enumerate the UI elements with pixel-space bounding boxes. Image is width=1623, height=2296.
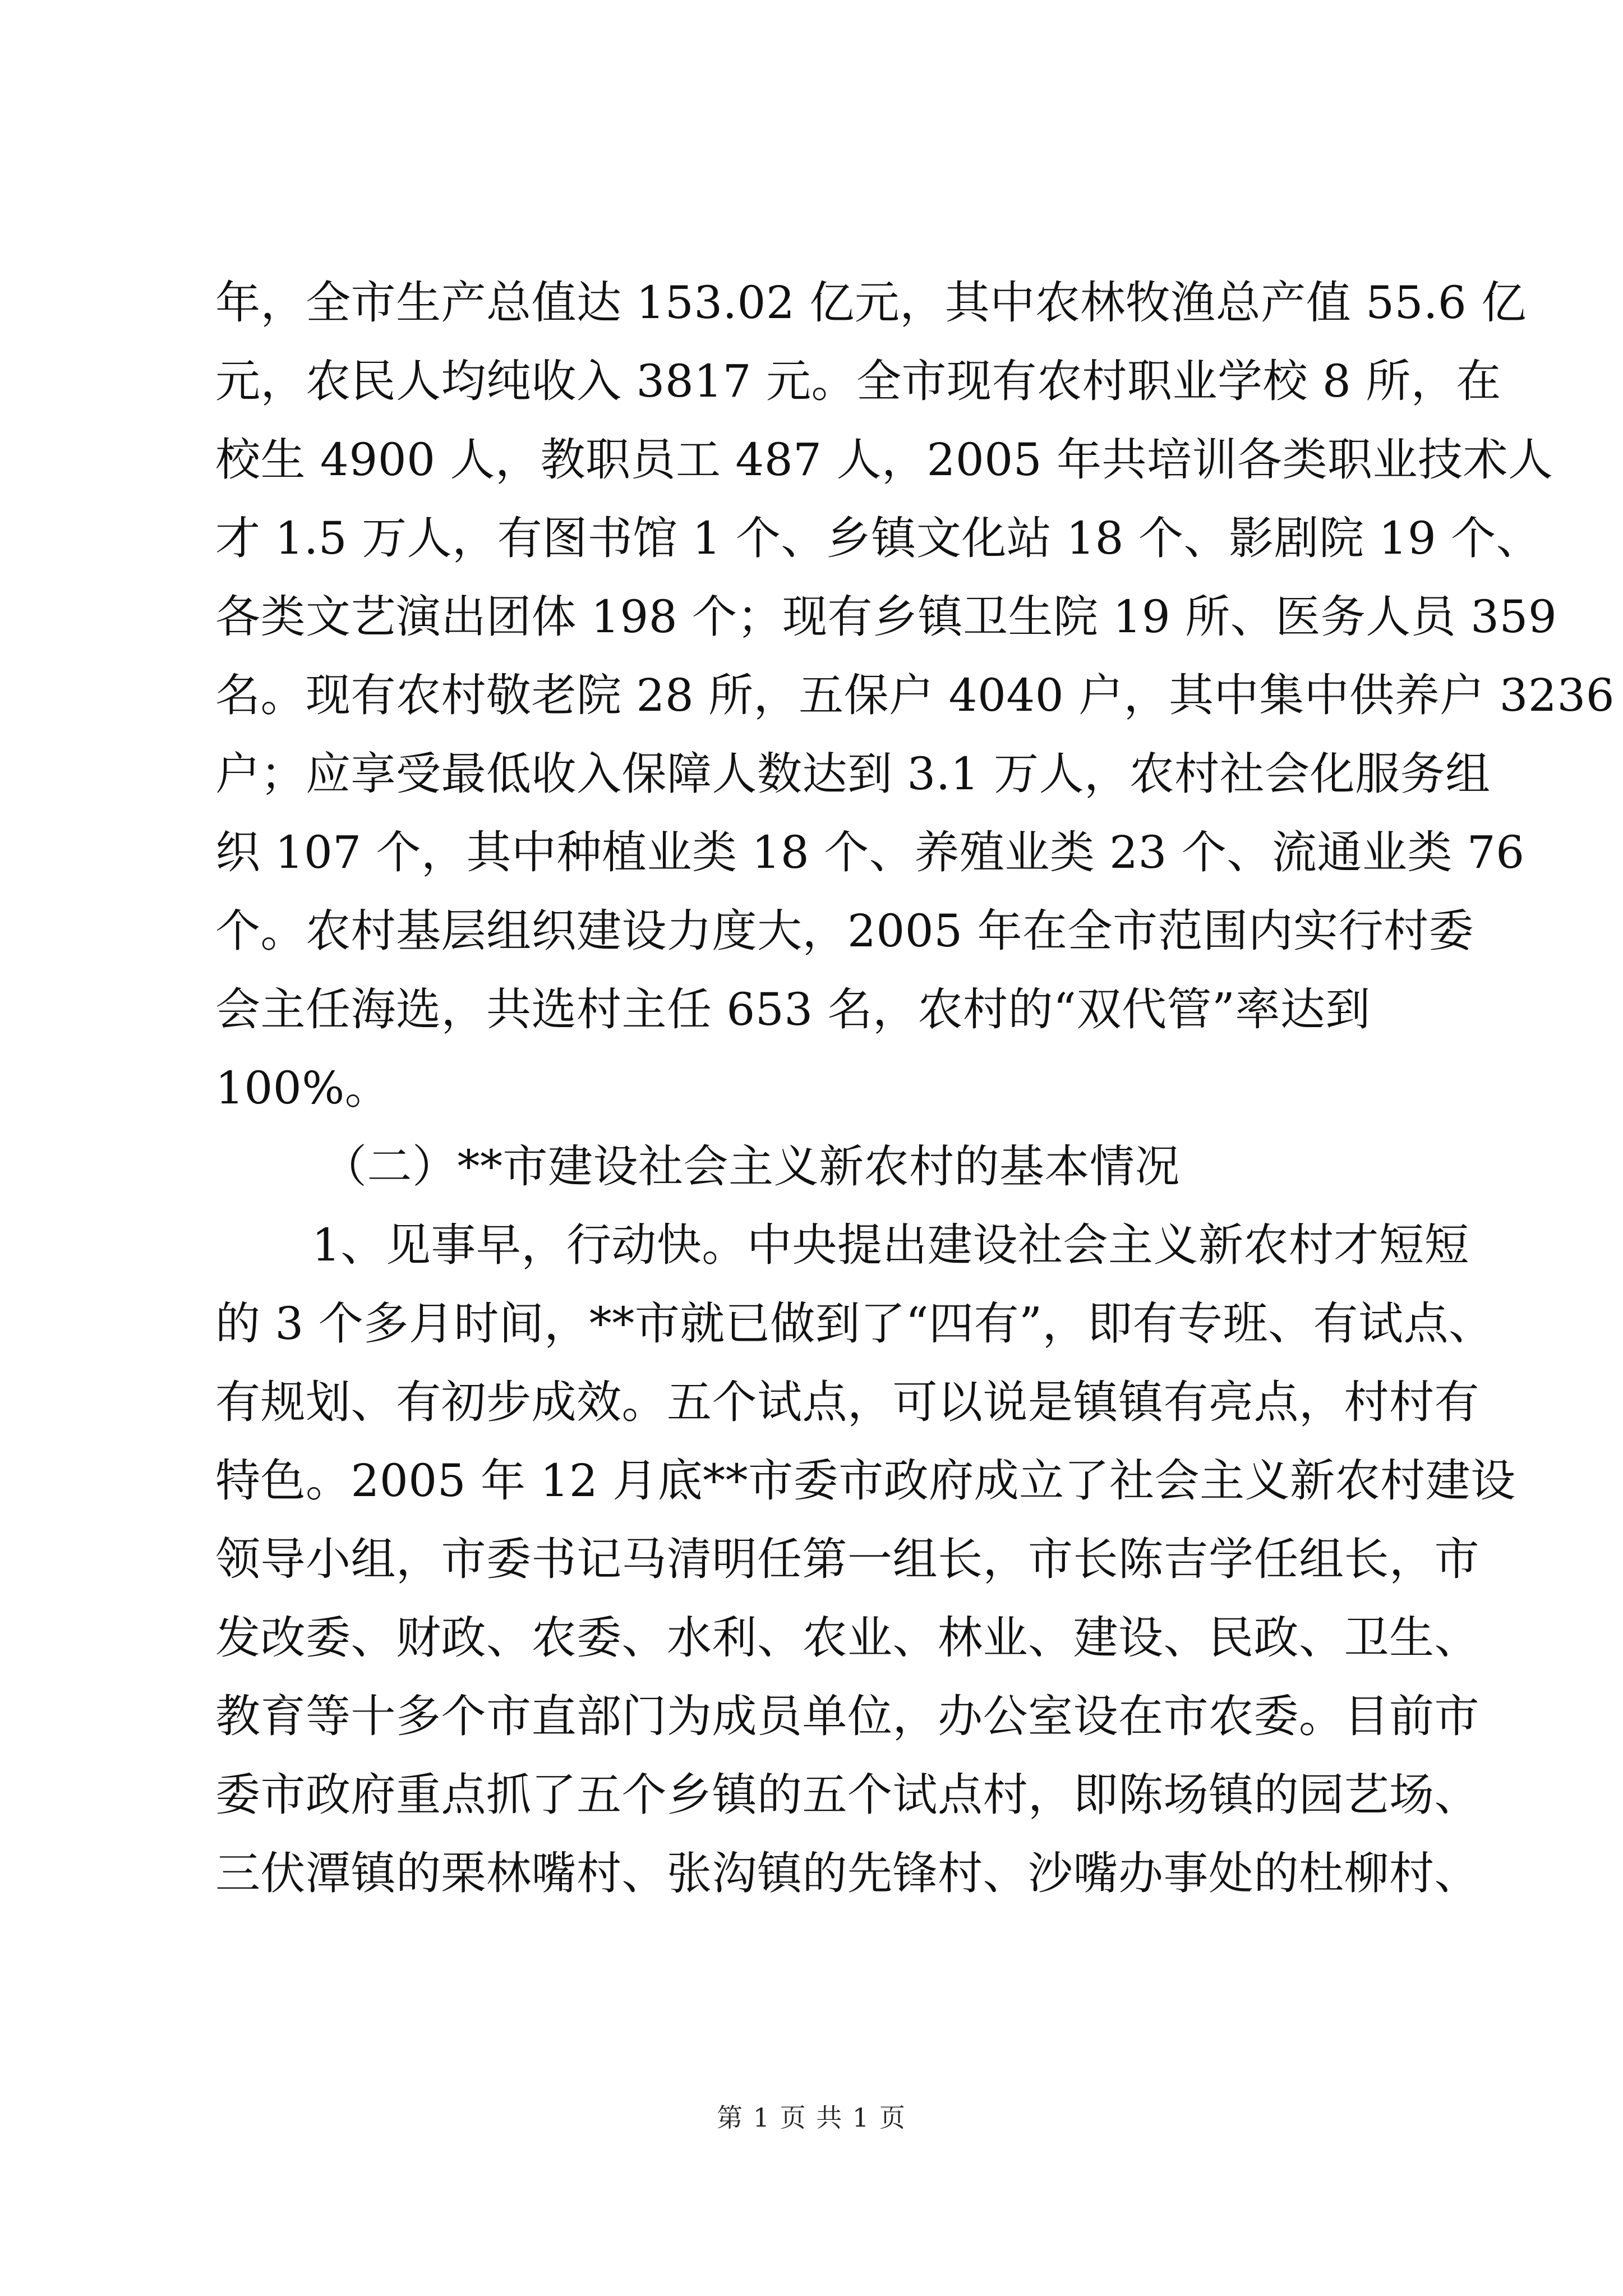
document-body: [215, 264, 1615, 1913]
text-line: 委市政府重点抓了五个乡镇的五个试点村，即陈场镇的园艺场、: [215, 1769, 1479, 1821]
text-line: 名。现有农村敬老院 28 所，五保户 4040 户，其中集中供养户 3236: [215, 669, 1615, 721]
text-line: 校生 4900 人，教职员工 487 人，2005 年共培训各类职业技术人: [215, 434, 1553, 486]
paragraph-first-line: 1、见事早，行动快。中央提出建设社会主义新农村才短短: [312, 1219, 1469, 1271]
text-line: 户；应享受最低收入保障人数达到 3.1 万人，农村社会化服务组: [215, 748, 1491, 800]
text-line: 发改委、财政、农委、水利、农业、林业、建设、民政、卫生、: [215, 1612, 1479, 1664]
text-line: 有规划、有初步成效。五个试点，可以说是镇镇有亮点，村村有: [215, 1376, 1479, 1428]
text-line: 100%。: [215, 1062, 390, 1114]
text-line: 三伏潭镇的栗林嘴村、张沟镇的先锋村、沙嘴办事处的杜柳村、: [215, 1847, 1479, 1899]
text-line: 会主任海选，共选村主任 653 名，农村的“双代管”率达到: [215, 983, 1371, 1036]
text-line: 各类文艺演出团体 198 个；现有乡镇卫生院 19 所、医务人员 359: [215, 591, 1557, 643]
text-line: 个。农村基层组织建设力度大，2005 年在全市范围内实行村委: [215, 905, 1474, 957]
text-line: 教育等十多个市直部门为成员单位，办公室设在市农委。目前市: [215, 1690, 1479, 1742]
text-line: 的 3 个多月时间，**市就已做到了“四有”，即有专班、有试点、: [215, 1297, 1494, 1350]
text-line: 领导小组，市委书记马清明任第一组长，市长陈吉学任组长，市: [215, 1533, 1479, 1585]
section-heading: （二）**市建设社会主义新农村的基本情况: [322, 1140, 1180, 1193]
text-line: 织 107 个，其中种植业类 18 个、养殖业类 23 个、流通业类 76: [215, 826, 1525, 878]
text-line: 元，农民人均纯收入 3817 元。全市现有农村职业学校 8 所，在: [215, 355, 1501, 407]
page-footer: 第 1 页 共 1 页: [717, 2102, 906, 2133]
text-line: 年，全市生产总值达 153.02 亿元，其中农林牧渔总产值 55.6 亿: [215, 277, 1527, 329]
text-line: 特色。2005 年 12 月底**市委市政府成立了社会主义新农村建设: [215, 1455, 1516, 1507]
text-line: 才 1.5 万人，有图书馆 1 个、乡镇文化站 18 个、影剧院 19 个、: [215, 512, 1542, 564]
